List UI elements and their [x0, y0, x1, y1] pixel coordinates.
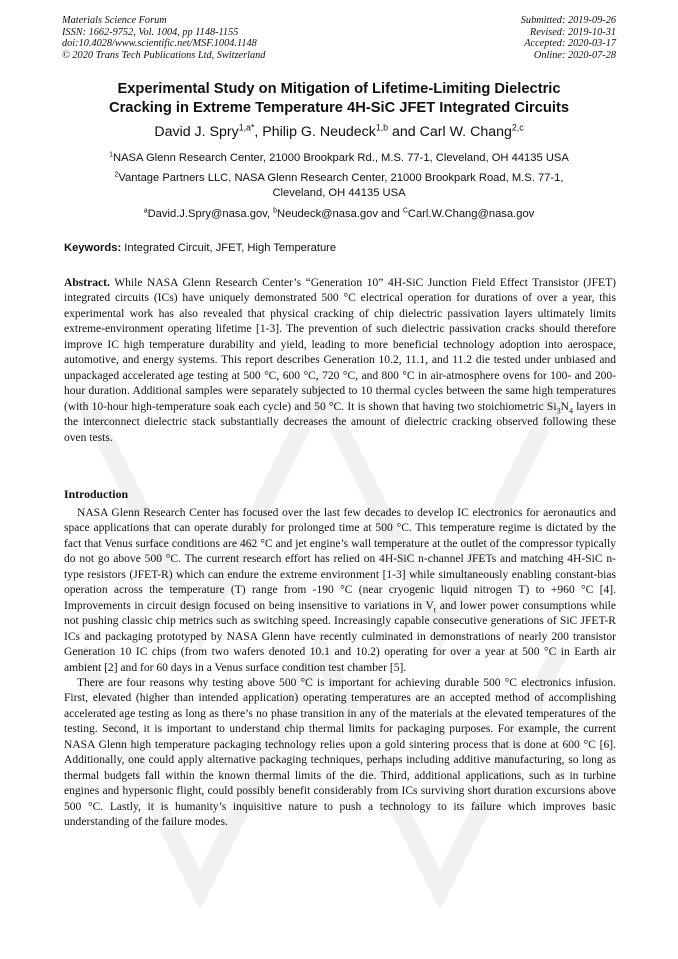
- date-revised: Revised: 2019-10-31: [529, 26, 616, 38]
- section-heading-introduction: Introduction: [64, 487, 129, 501]
- journal-issn: ISSN: 1662-9752, Vol. 1004, pp 1148-1155: [62, 26, 239, 38]
- introduction-body: [64, 506, 616, 831]
- email-text: Neudeck@nasa.gov and: [277, 208, 403, 220]
- date-accepted: Accepted: 2020-03-17: [524, 38, 616, 49]
- affiliation-text: NASA Glenn Research Center, 21000 Brookpark Rd., M.S. 77-1, Cleveland, OH 44135 USA: [113, 152, 569, 164]
- author-superscript: 1,b: [375, 122, 389, 133]
- abstract-text: While NASA Glenn Research Center’s “Generation 10” 4H-SiC Junction Field Effect Transistor (JFET) integrated circuits (ICs) have uniquely demonstrated 500 °C electrical operation for durations of over a year, this experimental work has also revealed that physical cracking of chip dielectric passivation layers ultimately limits extreme-environment operating lifetime [1-3]. The prevention of such dielectric passivation cracks should therefore improve IC high temperature durability and yield, leading to more beneficial technology adoption into aerospace, automotive, and energy systems. This report describes Generation 10.2, 11.1, and 11.2 die tested under unbiased and unpackaged accelerated age testing at 500 °C, 600 °C, 720 °C, and 800 °C in air-atmosphere ovens for 100- and 200-hour duration. Additional samples were separately subjected to 10 thermal cycles between the same high temperatures (with 10-hour high-temperature soak each cycle) and 50 °C. It is shown that having two stoichiometric Si: [64, 277, 616, 413]
- journal-copyright: © 2020 Trans Tech Publications Ltd, Switzerland: [62, 49, 266, 61]
- author-list: [40, 123, 638, 141]
- paragraph: [64, 506, 616, 676]
- journal-header: [62, 15, 616, 61]
- subscript: t: [433, 605, 437, 615]
- date-submitted: Submitted: 2019-09-26: [520, 15, 616, 26]
- subscript: 4: [568, 405, 573, 415]
- email-text: David.J.Spry@nasa.gov,: [147, 208, 274, 220]
- title-line-1: Experimental Study on Mitigation of Lifetime-Limiting Dielectric: [117, 81, 561, 97]
- keywords: [64, 241, 616, 256]
- author-emails: [60, 207, 618, 222]
- author-superscript: 2,c: [511, 122, 524, 133]
- keywords-label: Keywords:: [64, 242, 122, 254]
- date-online: Online: 2020-07-28: [533, 49, 616, 61]
- email-text: Carl.W.Chang@nasa.gov: [407, 208, 535, 220]
- author-name: Philip G. Neudeck: [262, 124, 376, 140]
- author-name: David J. Spry: [154, 124, 239, 140]
- paragraph-text: NASA Glenn Research Center has focused over the last few decades to develop IC electronics for aeronautics and space applications that can operate durably for prolonged time at 500 °C. This temperature regime is dictated by the fact that Venus surface conditions are 462 °C and jet engine’s wall temperature at the outlet of the compressor typically do not go above 500 °C. The current research effort has relied on 4H-SiC n-channel JFETs and matching 4H-SiC n-type resistors (JFET-R) which can endure the extreme environment [1-3] while simultaneously enabling constant-bias operation across the temperature (T) range from -190 °C (near cryogenic liquid nitrogen T) to +960 °C [4]. Improvements in circuit design focused on being insensitive to variations in V: [64, 507, 616, 612]
- email-superscript: b: [273, 207, 278, 215]
- paragraph: There are four reasons why testing above 500 °C is important for achieving durable 500 °C electronics infusion. First, elevated (higher than intended application) operating temperatures are an accepted method of accomplishing accelerated age testing as long as there’s no phase transition in any of the materials at the elevated temperatures of the testing. Second, it is important to understand chip thermal limits for packaging purposes. For example, the current NASA Glenn high temperature packaging technology relies upon a gold sintering process that is done at 600 °C [6]. Additionally, one could apply alternative packaging techniques, perhaps including additive manufacturing, so long as thermal budgets fall within the known thermal limits of the die. Third, additional applications, such as in turbine engines and hypersonic flight, could possibly benefit considerably from ICs surviving short duration excursions above 500 °C. Lastly, it is humanity’s inquisitive nature to push a technology to its failure which improves basic understanding of the failure modes.: [64, 676, 616, 829]
- abstract-label: Abstract.: [64, 277, 110, 289]
- affiliation-1: [60, 151, 618, 166]
- affiliation-superscript: 2: [114, 171, 119, 179]
- abstract: [64, 276, 616, 446]
- author-superscript: 1,a*: [238, 122, 255, 133]
- email-superscript: C: [402, 207, 408, 215]
- journal-info: [62, 15, 265, 61]
- affiliation-text: Vantage Partners LLC, NASA Glenn Research Center, 21000 Brookpark Road, M.S. 77-1, Cleveland, OH 44135 USA: [118, 172, 564, 199]
- author-name: Carl W. Chang: [419, 124, 512, 140]
- abstract-text: N: [560, 400, 569, 413]
- publication-dates: [521, 15, 616, 61]
- author-separator: and: [388, 124, 420, 140]
- paragraph-text: and lower power consumptions while not pushing classic chip metrics such as switching speed. Increasingly capable consecutive generations of SiC JFET-R ICs and packaging prototyped by NASA Glenn have recently culminated in demonstrations of nearly 200 transistor Generation 10 IC chips (from two wafers denoted 10.1 and 10.2) operating for over a year at 500 °C in Earth air ambient [2] and for 60 days in a Venus surface condition test chamber [5].: [64, 599, 617, 674]
- affiliation-2: [110, 171, 568, 201]
- journal-name: Materials Science Forum: [62, 15, 167, 26]
- paper-title: [40, 80, 638, 117]
- subscript: 3: [556, 405, 561, 415]
- title-line-2: Cracking in Extreme Temperature 4H-SiC JFET Integrated Circuits: [108, 99, 570, 116]
- journal-doi: doi:10.4028/www.scientific.net/MSF.1004.1148: [62, 38, 257, 49]
- abstract-text: layers in the interconnect dielectric stack substantially decreases the amount of dielectric cracking observed following these oven tests.: [64, 400, 616, 444]
- author-separator: ,: [254, 124, 263, 140]
- affiliation-superscript: 1: [109, 151, 114, 159]
- keywords-text: Integrated Circuit, JFET, High Temperature: [121, 242, 337, 254]
- email-superscript: a: [143, 207, 148, 215]
